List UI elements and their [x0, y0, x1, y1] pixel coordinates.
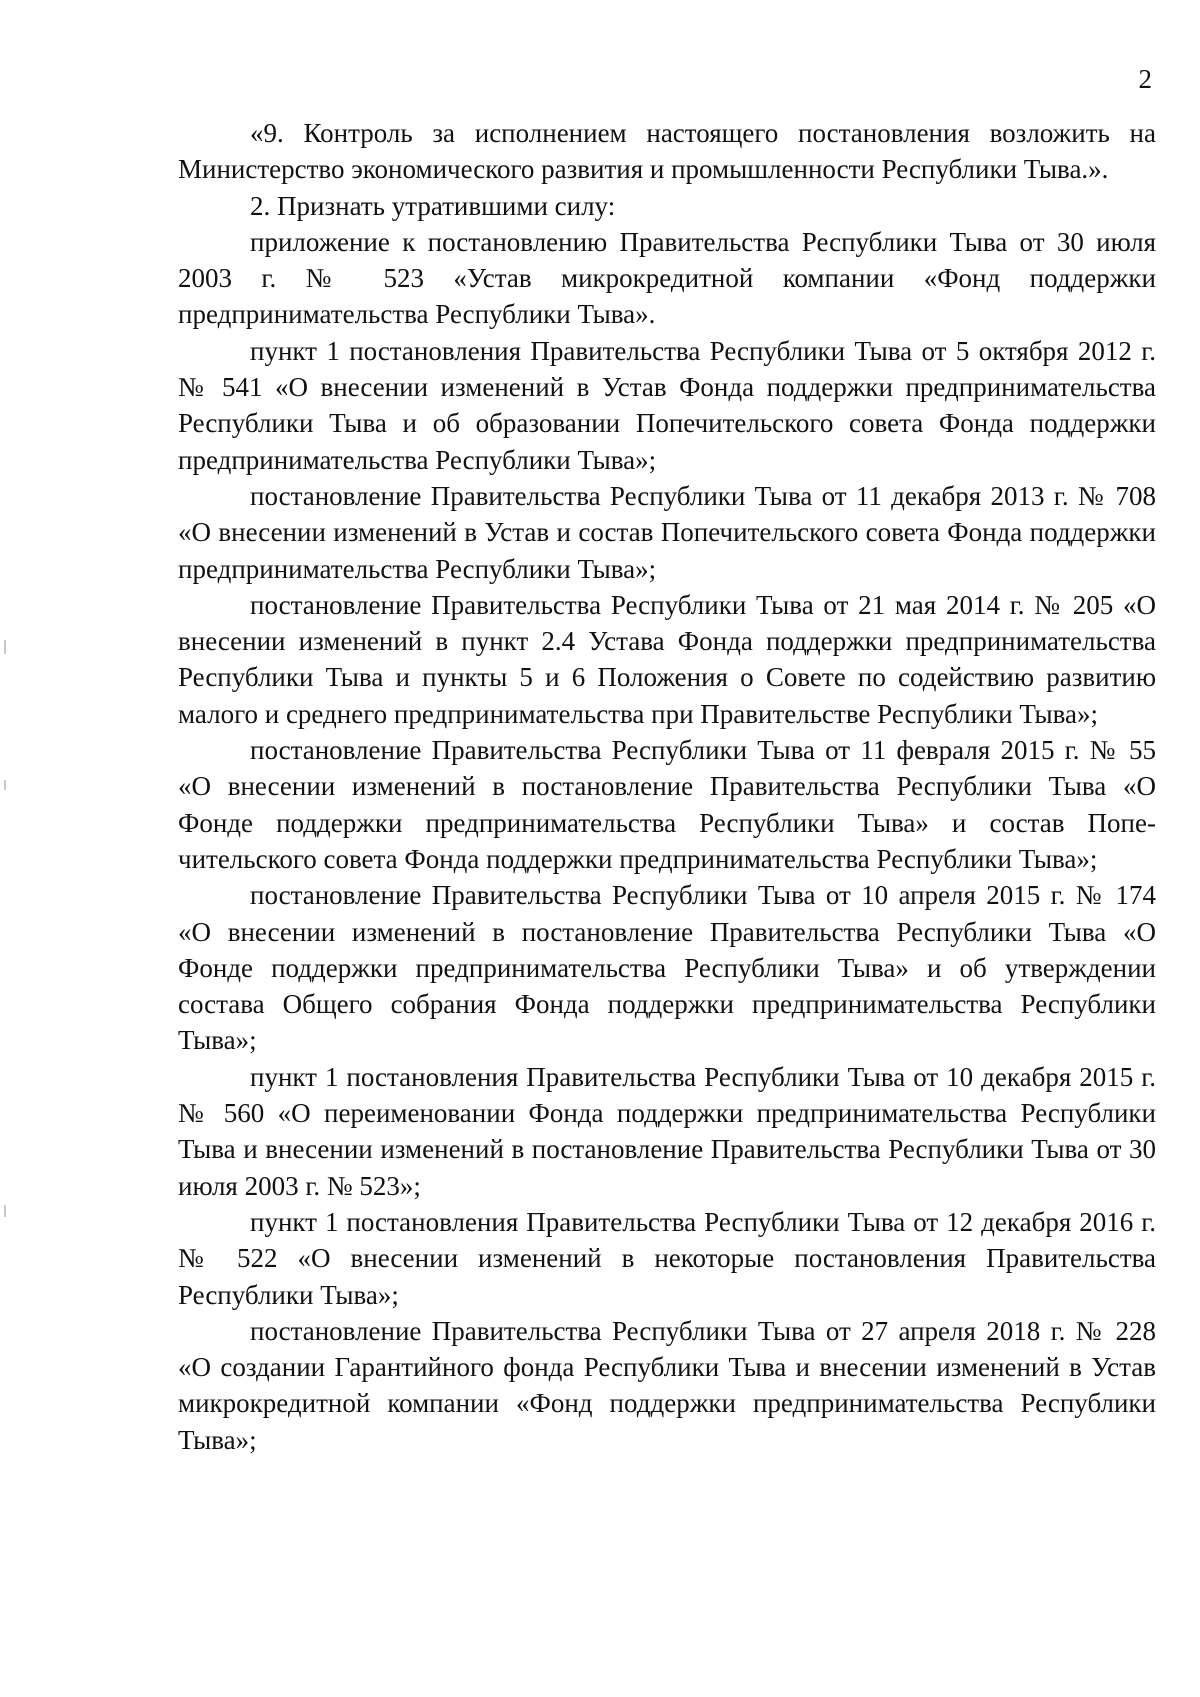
paragraph-repealed-item: постановление Правительства Республики Тыва от 11 декабря 2013 г. № 708 «О внесении изменений в Устав и состав Попечительского совета Фонда поддержки предпринимательства Республики Тыва»;: [178, 480, 1156, 584]
paragraph-control-clause: «9. Контроль за исполнением настоящего постановления возложить на Министерство экономического развития и промышленности Республики Тыва.».: [178, 118, 1156, 185]
paragraph-repealed-item: приложение к постановлению Правительства Республики Тыва от 30 июля 2003 г. № 523 «Устав микрокредитной компании «Фонд поддержки предпринимательства Республики Тыва».: [178, 226, 1156, 330]
paragraph-repealed-item: постановление Правительства Республики Тыва от 11 февраля 2015 г. № 55 «О внесении изменений в постановление Правительства Республики Тыва «О Фонде поддержки предпринимательства Республики Тыва» и состав Попечительского совета Фонда поддержки предпринимательства Республики Тыва»;: [178, 735, 1156, 874]
paragraph-repealed-item: пункт 1 постановления Правительства Республики Тыва от 12 декабря 2016 г. № 522 «О внесении изменений в некоторые постановления Правительства Республики Тыва»;: [178, 1206, 1156, 1310]
scan-artifact: [4, 1205, 6, 1217]
scan-artifact: [4, 640, 6, 654]
paragraph-repealed-item: постановление Правительства Республики Тыва от 21 мая 2014 г. № 205 «О внесении изменений в пункт 2.4 Устава Фонда поддержки предпринимательства Республики Тыва и пункты 5 и 6 Положения о Совете по содействию развитию малого и среднего предпринимательства при Правительстве Республики Тыва»;: [178, 589, 1156, 729]
paragraph-repealed-item: постановление Правительства Республики Тыва от 10 апреля 2015 г. № 174 «О внесении изменений в постановление Правительства Республики Тыва «О Фонде поддержки предпринимательства Республики Тыва» и об утверждении состава Общего собрания Фонда поддержки предпринимательства Республики Тыва»;: [178, 880, 1156, 1056]
document-body: [178, 115, 1156, 1458]
paragraph-repeal-heading: 2. Признать утратившими силу:: [250, 190, 616, 221]
scan-artifact: [4, 780, 6, 790]
paragraph-repealed-item: пункт 1 постановления Правительства Республики Тыва от 5 октября 2012 г. № 541 «О внесении изменений в Устав Фонда поддержки предпринимательства Республики Тыва и об образовании Попечительского совета Фонда поддержки предпринимательства Республики Тыва»;: [178, 335, 1156, 475]
paragraph-repealed-item: постановление Правительства Республики Тыва от 27 апреля 2018 г. № 228 «О создании Гарантийного фонда Республики Тыва и внесении изменений в Устав микрокредитной компании «Фонд поддержки предпринимательства Республики Тыва»;: [178, 1315, 1156, 1455]
paragraph-repealed-item: пункт 1 постановления Правительства Республики Тыва от 10 декабря 2015 г. № 560 «О переименовании Фонда поддержки предпринимательства Республики Тыва и внесении изменений в постановление Правительства Республики Тыва от 30 июля 2003 г. № 523»;: [178, 1061, 1156, 1201]
page-number: 2: [1138, 64, 1152, 94]
